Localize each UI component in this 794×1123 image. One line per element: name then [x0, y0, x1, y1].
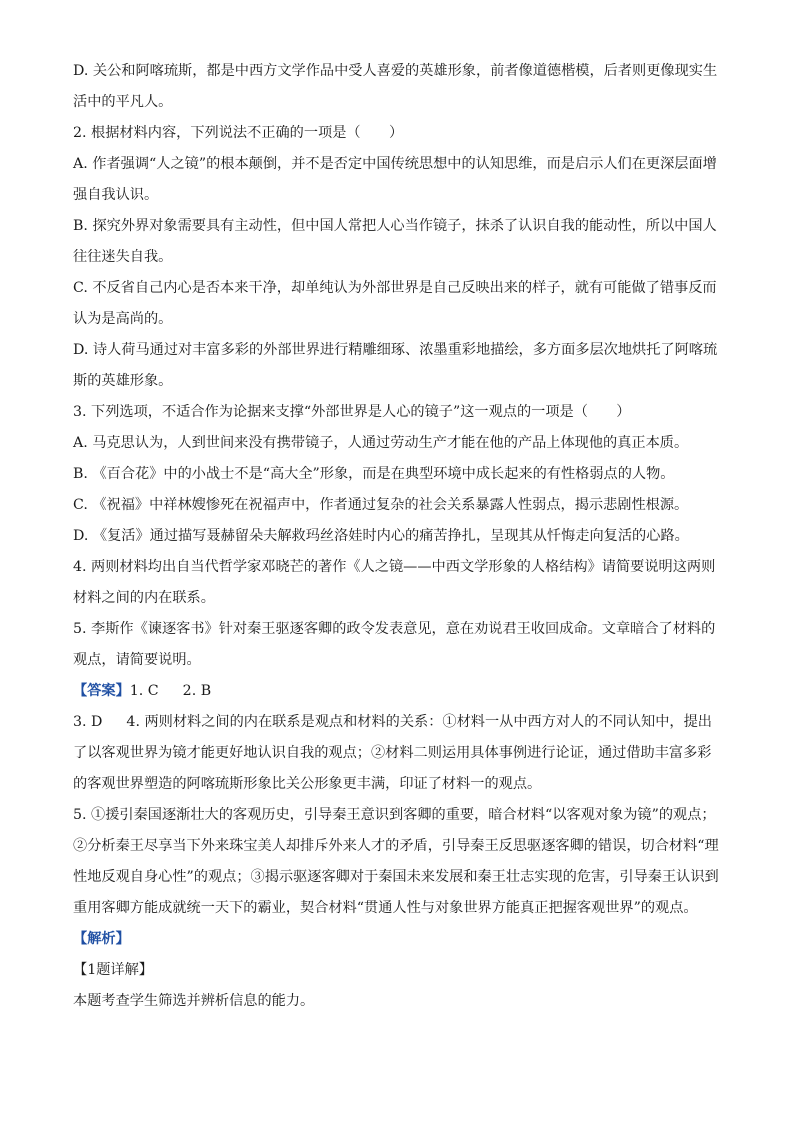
answer-line	[73, 676, 723, 707]
detail-text: 本题考查学生筛选并辨析信息的能力。	[73, 993, 315, 1009]
detail-heading: 【1题详解】	[73, 962, 153, 978]
answer-1: 1. C	[129, 683, 159, 699]
answer-tag: 【答案】	[73, 683, 130, 699]
q3-option-d: D. 《复活》通过描写聂赫留朵夫解救玛丝洛娃时内心的痛苦挣扎，呈现其从忏悔走向复活的心路。	[73, 528, 689, 544]
analysis-tag: 【解析】	[73, 931, 130, 947]
question-4: 4. 两则材料均出自当代哲学家邓晓芒的著作《人之镜——中西文学形象的人格结构》请简要说明这两则材料之间的内在联系。	[73, 559, 716, 606]
analysis-heading	[73, 924, 723, 955]
document-content	[73, 56, 723, 1017]
q2-option-c: C. 不反省自己内心是否本来干净，却单纯认为外部世界是自己反映出来的样子，就有可能做了错事反而认为是高尚的。	[73, 280, 717, 327]
q1-option-d: D. 关公和阿喀琉斯，都是中西方文学作品中受人喜爱的英雄形象，前者像道德楷模，后者则更像现实生活中的平凡人。	[73, 63, 718, 110]
q3-option-b: B. 《百合花》中的小战士不是“高大全”形象，而是在典型环境中成长起来的有性格弱点的人物。	[73, 466, 675, 482]
answer-2: 2. B	[182, 683, 212, 699]
q3-option-a: A. 马克思认为，人到世间来没有携带镜子，人通过劳动生产才能在他的产品上体现他的真正本质。	[73, 435, 689, 451]
q2-option-a: A. 作者强调“人之镜”的根本颠倒，并不是否定中国传统思想中的认知思维，而是启示人们在更深层面增强自我认识。	[73, 156, 717, 203]
answer-3: 3. D	[73, 714, 103, 730]
answer-5: 5. ①援引秦国逐渐壮大的客观历史，引导秦王意识到客卿的重要，暗合材料“以客观对象为镜”的观点；②分析秦王尽享当下外来珠宝美人却排斥外来人才的矛盾，引导秦王反思驱逐客卿的错误，切合材料“理性地反观自身心性”的观点；③揭示驱逐客卿对于秦国未来发展和秦王壮志实现的危害，引导秦王认识到重用客卿方能成就统一天下的霸业，契合材料“贯通人性与对象世界方能真正把握客观世界”的观点。	[73, 807, 719, 916]
answer-3-4	[73, 707, 723, 800]
q3-option-c: C. 《祝福》中祥林嫂惨死在祝福声中，作者通过复杂的社会关系暴露人性弱点，揭示悲剧性根源。	[73, 497, 689, 513]
question-3: 3. 下列选项，不适合作为论据来支撑“外部世界是人心的镜子”这一观点的一项是（ ）	[73, 404, 631, 420]
q2-option-b: B. 探究外界对象需要具有主动性，但中国人常把人心当作镜子，抹杀了认识自我的能动性，所以中国人往往迷失自我。	[73, 218, 717, 265]
answer-4: 4. 两则材料之间的内在联系是观点和材料的关系：①材料一从中西方对人的不同认知中，提出了以客观世界为镜才能更好地认识自我的观点；②材料二则运用具体事例进行论证，通过借助丰富多彩的客观世界塑造的阿喀琉斯形象比关公形象更丰满，印证了材料一的观点。	[73, 714, 712, 792]
q2-option-d: D. 诗人荷马通过对丰富多彩的外部世界进行精雕细琢、浓墨重彩地描绘，多方面多层次地烘托了阿喀琉斯的英雄形象。	[73, 342, 718, 389]
question-5: 5. 李斯作《谏逐客书》针对秦王驱逐客卿的政令发表意见，意在劝说君王收回成命。文章暗合了材料的观点，请简要说明。	[73, 621, 716, 668]
question-2: 2. 根据材料内容，下列说法不正确的一项是（ ）	[73, 125, 404, 141]
